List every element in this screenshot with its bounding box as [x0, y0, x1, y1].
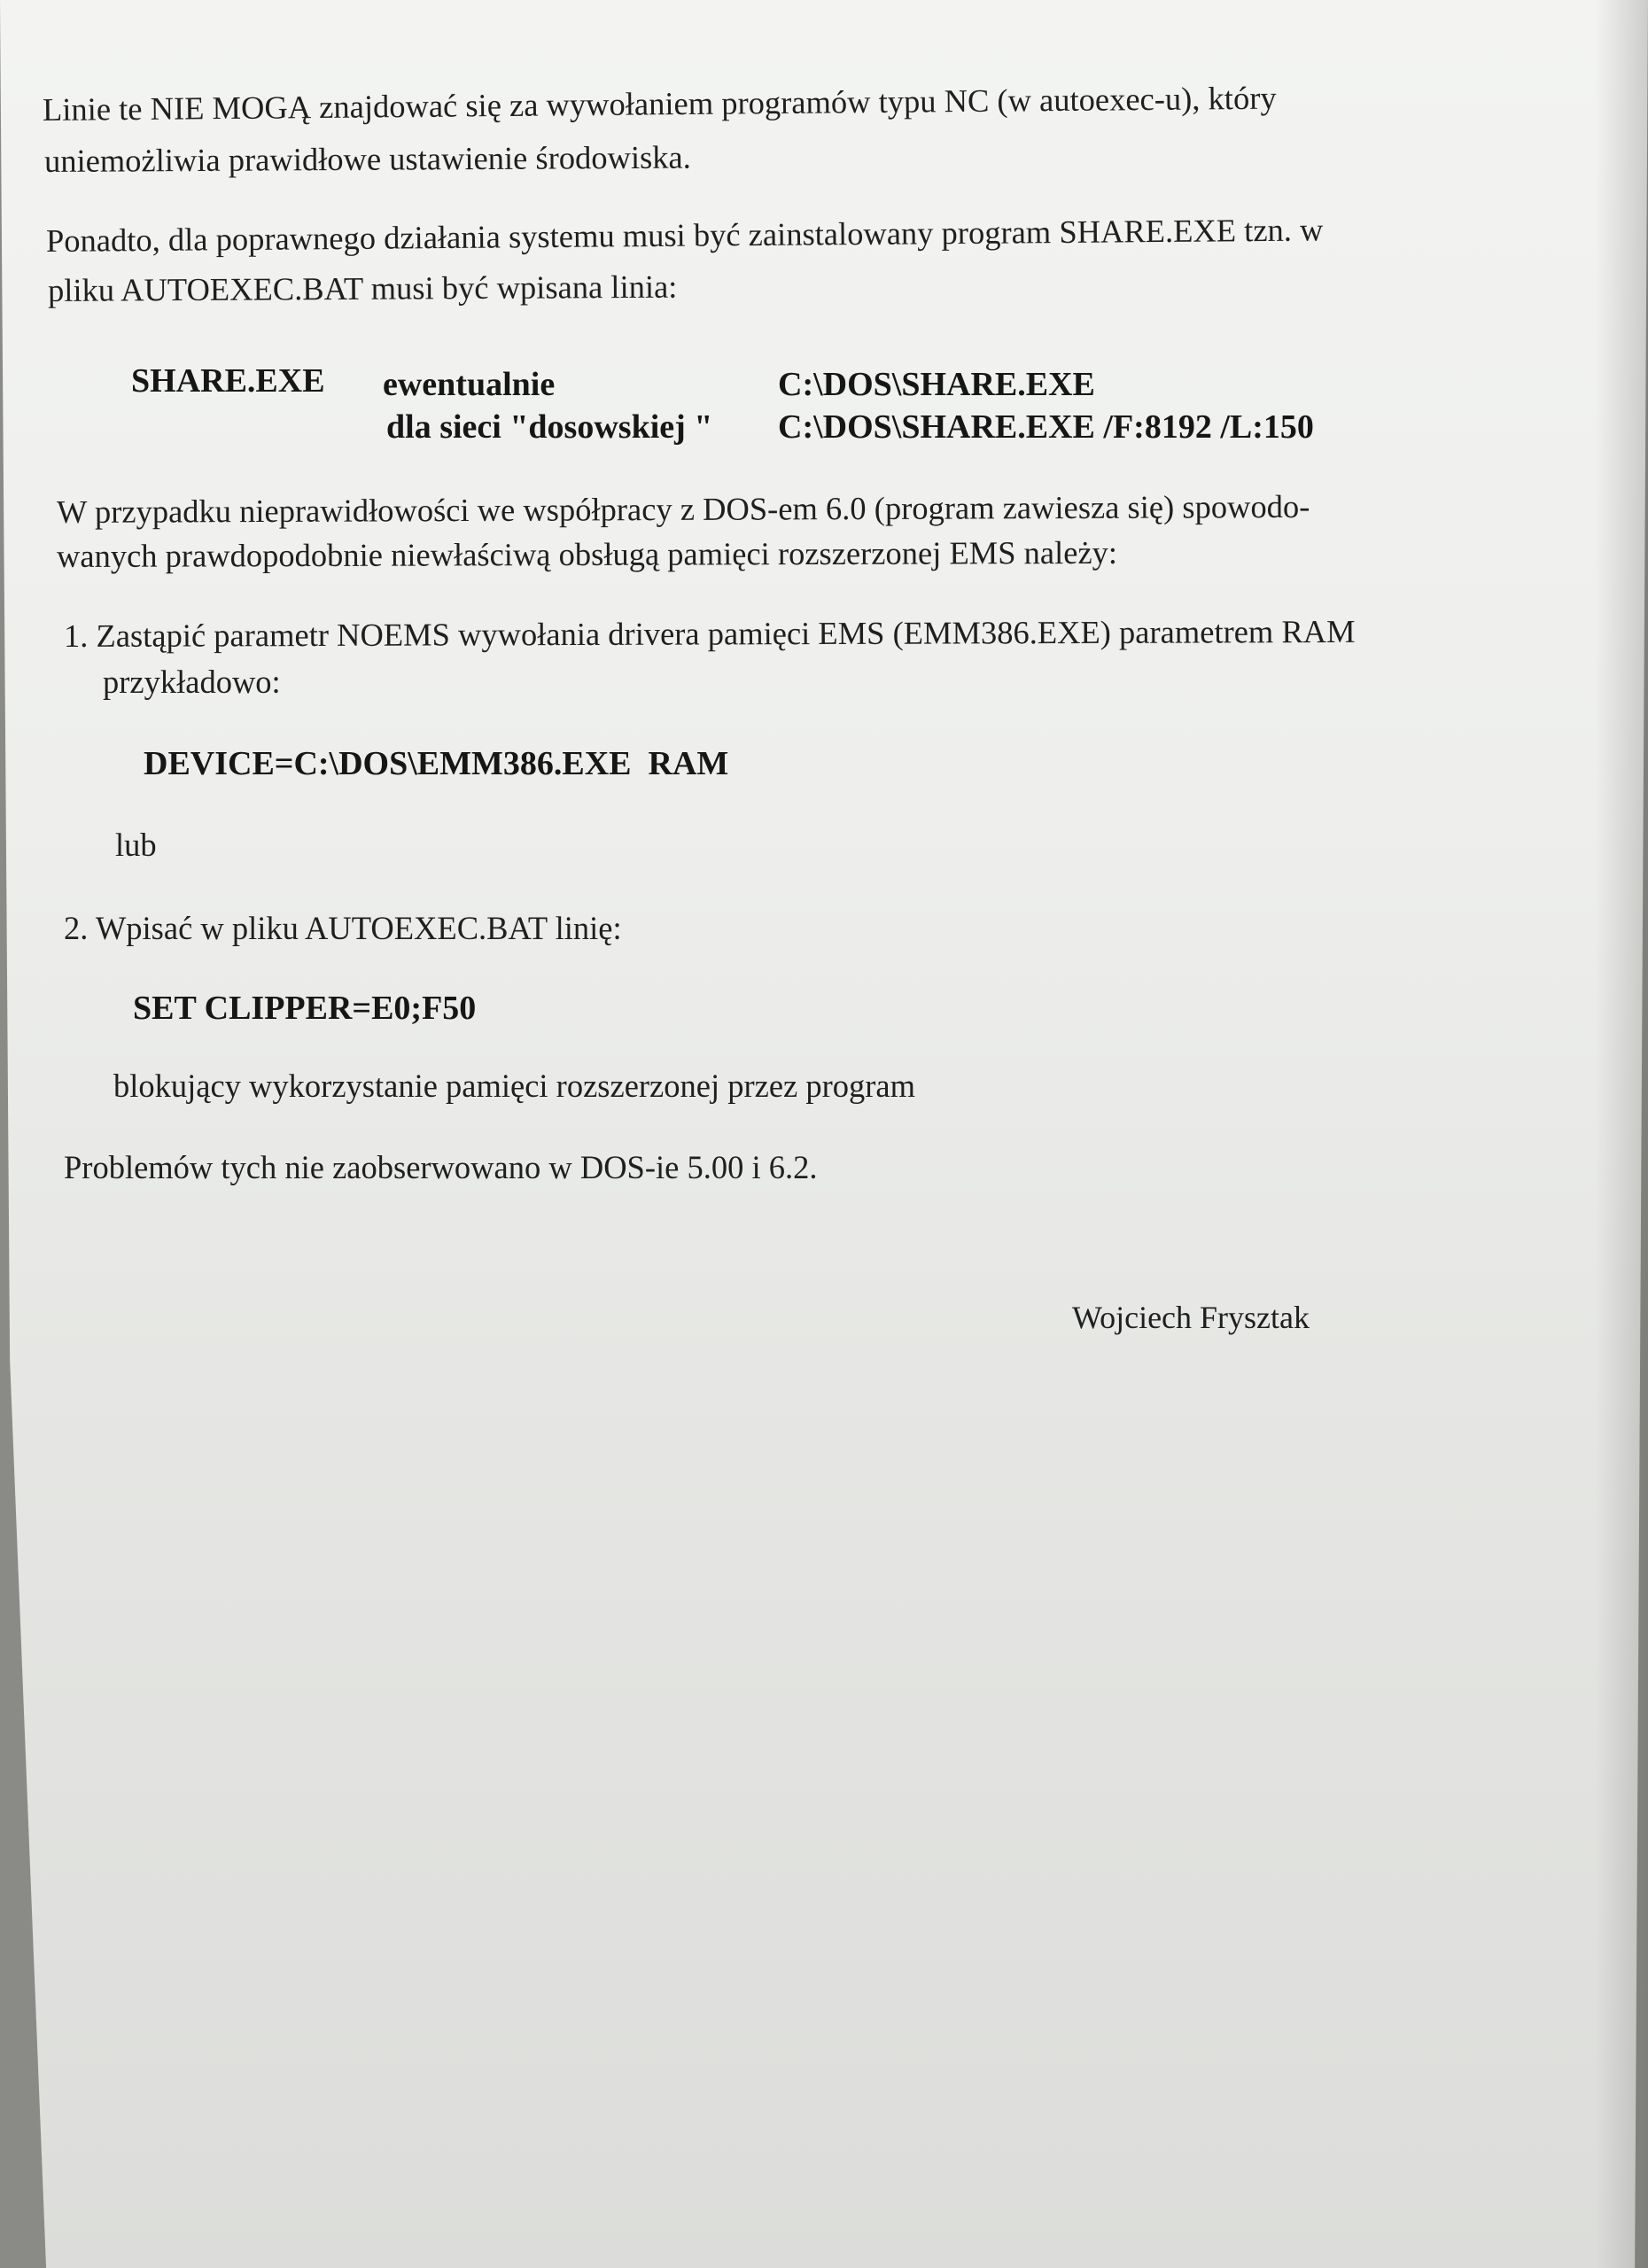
step1-or: lub [115, 827, 157, 863]
signature: Wojciech Frysztak [1072, 1300, 1310, 1335]
paragraph3-line1: W przypadku nieprawidłowości we współpracy z DOS-em 6.0 (program zawiesza się) spowodo- [56, 487, 1310, 530]
step1-line2: przykładowo: [103, 664, 281, 700]
paragraph3-line2: wanych prawdopodobnie niewłaściwą obsługą pamięci rozszerzonej EMS należy: [56, 533, 1118, 574]
share-option2-label: dla sieci "dosowskiej " [386, 408, 713, 446]
paragraph1-line2: uniemożliwia prawidłowe ustawienie środowiska. [43, 138, 691, 179]
share-option1-value: C:\DOS\SHARE.EXE [778, 366, 1095, 403]
closing-sentence: Problemów tych nie zaobserwowano w DOS-ie 5.00 i 6.2. [64, 1149, 818, 1185]
step2-line1: 2. Wpisać w pliku AUTOEXEC.BAT linię: [64, 910, 622, 946]
share-option1-label: ewentualnie [383, 366, 556, 403]
share-command: SHARE.EXE [131, 362, 325, 400]
step2-code: SET CLIPPER=E0;F50 [133, 990, 477, 1027]
step2-note: blokujący wykorzystanie pamięci rozszerzonej przez program [113, 1068, 915, 1104]
step1-code: DEVICE=C:\DOS\EMM386.EXE RAM [144, 745, 729, 782]
paragraph2-line2: pliku AUTOEXEC.BAT musi być wpisana linia: [47, 268, 678, 308]
step1-line1: 1. Zastąpić parametr NOEMS wywołania drivera pamięci EMS (EMM386.EXE) parametrem RAM [63, 612, 1356, 654]
share-option2-value: C:\DOS\SHARE.EXE /F:8192 /L:150 [778, 408, 1314, 446]
paragraph1-line1: Linie te NIE MOGĄ znajdować się za wywołaniem programów typu NC (w autoexec-u), który [42, 79, 1277, 128]
paragraph2-line1: Ponadto, dla poprawnego działania systemu musi być zainstalowany program SHARE.EXE tzn. w [45, 211, 1324, 259]
